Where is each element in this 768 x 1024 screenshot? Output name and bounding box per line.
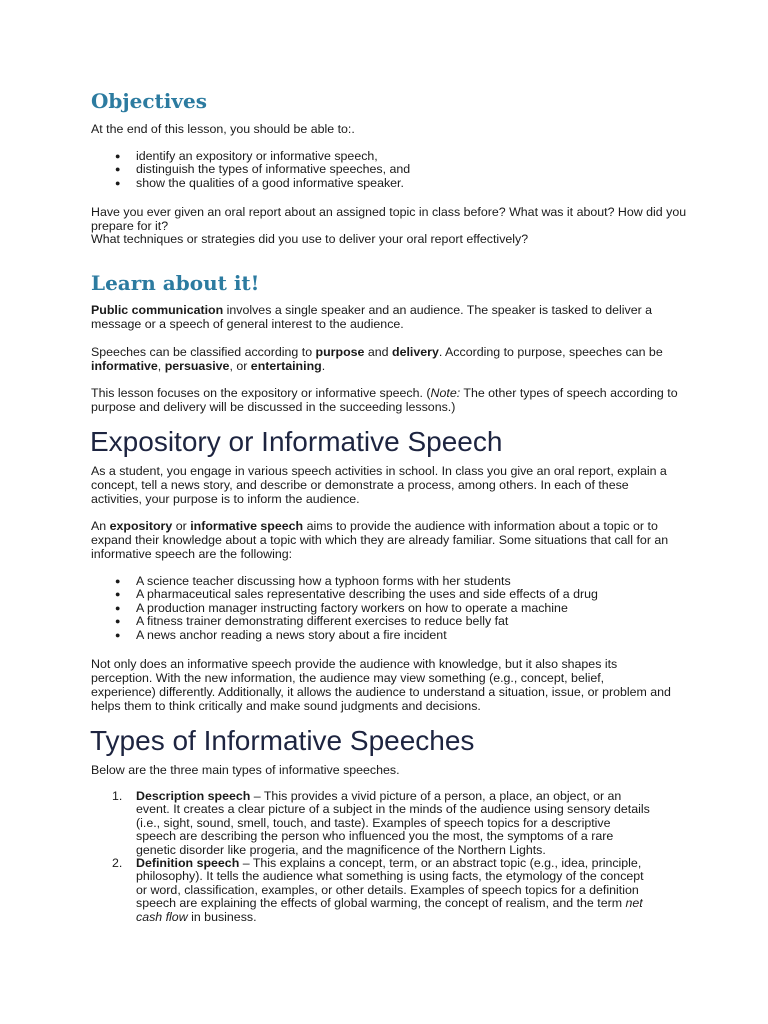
list-item: ● A news anchor reading a news story about a fire incident <box>115 627 447 642</box>
objectives-list <box>91 150 681 190</box>
types-heading: Types of Informative Speeches <box>90 725 475 756</box>
learn-paragraph-1: Public communication involves a single speaker and an audience. The speaker is tasked to deliver a message or a speech of general interest to the audience. <box>91 303 653 331</box>
learn-heading: Learn about it! <box>91 271 260 295</box>
bullet-icon: ● <box>115 177 121 188</box>
objectives-question-2: What techniques or strategies did you use to deliver your oral report effectively? <box>91 232 529 246</box>
list-item: ● distinguish the types of informative speeches, and <box>115 162 411 177</box>
learn-paragraph-3: This lesson focuses on the expository or informative speech. (Note: The other types of speech according to purpose and delivery will be discussed in the succeeding lessons.) <box>91 386 678 414</box>
bullet-icon: ● <box>115 164 121 175</box>
bullet-icon: ● <box>115 589 121 600</box>
bullet-icon: ● <box>115 151 121 161</box>
bullet-icon: ● <box>115 616 121 627</box>
types-list <box>91 790 681 924</box>
expository-heading: Expository or Informative Speech <box>90 426 503 457</box>
objectives-question-1: Have you ever given an oral report about an assigned topic in class before? What was it about? How did you prepare for it? <box>91 205 687 233</box>
expository-situations-list <box>91 575 681 642</box>
expository-paragraph-3: Not only does an informative speech provide the audience with knowledge, but it also shapes its perception. With the new information, the audience may view something (e.g., concept, belief, experience) differently. Additionally, it allows the audience to understand a situation, issue, or problem and helps them to think critically and make sound judgments and decisions. <box>91 657 671 713</box>
list-item: ● A production manager instructing factory workers on how to operate a machine <box>115 600 568 615</box>
list-item: ● identify an expository or informative speech, <box>115 149 378 163</box>
learn-paragraph-2: Speeches can be classified according to purpose and delivery. According to purpose, speeches can be informative, persuasive, or entertaining. <box>91 345 663 373</box>
list-item: ● A pharmaceutical sales representative describing the uses and side effects of a drug <box>115 587 598 602</box>
objectives-heading: Objectives <box>91 89 207 113</box>
bullet-icon: ● <box>115 602 121 613</box>
bullet-icon: ● <box>115 576 121 586</box>
expository-paragraph-1: As a student, you engage in various speech activities in school. In class you give an oral report, explain a concept, tell a news story, and describe or demonstrate a process, among others. In each of these activities, your purpose is to inform the audience. <box>91 464 667 506</box>
list-item: 2. Definition speech – This explains a concept, term, or an abstract topic (e.g., idea, principle, philosophy). It tells the audience what something is using facts, the etymology of the concept or word, classification, examples, or other details. Examples of speech topics for a definition speech are explaining the effects of global warming, the concept of realism, and the term net cash flow in business. <box>112 856 644 924</box>
list-item: ● A fitness trainer demonstrating different exercises to reduce belly fat <box>115 614 509 629</box>
types-intro: Below are the three main types of informative speeches. <box>91 763 400 777</box>
list-item: ● A science teacher discussing how a typhoon forms with her students <box>115 574 511 588</box>
expository-paragraph-2: An expository or informative speech aims to provide the audience with information about a topic or to expand their knowledge about a topic with which they are already familiar. Some situations that call for an informative speech are the following: <box>91 519 669 561</box>
bullet-icon: ● <box>115 629 121 640</box>
list-item: ● show the qualities of a good informative speaker. <box>115 175 404 190</box>
list-item: 1. Description speech – This provides a vivid picture of a person, a place, an object, or an event. It creates a clear picture of a subject in the minds of the audience using sensory details (i.e., sight, sound, smell, touch, and taste). Examples of speech topics for a descriptive speech are describing the person who influenced you the most, the symptoms of a rare genetic disorder like progeria, and the magnificence of the Northern Lights. <box>112 789 650 857</box>
objectives-intro: At the end of this lesson, you should be able to:. <box>91 122 355 136</box>
